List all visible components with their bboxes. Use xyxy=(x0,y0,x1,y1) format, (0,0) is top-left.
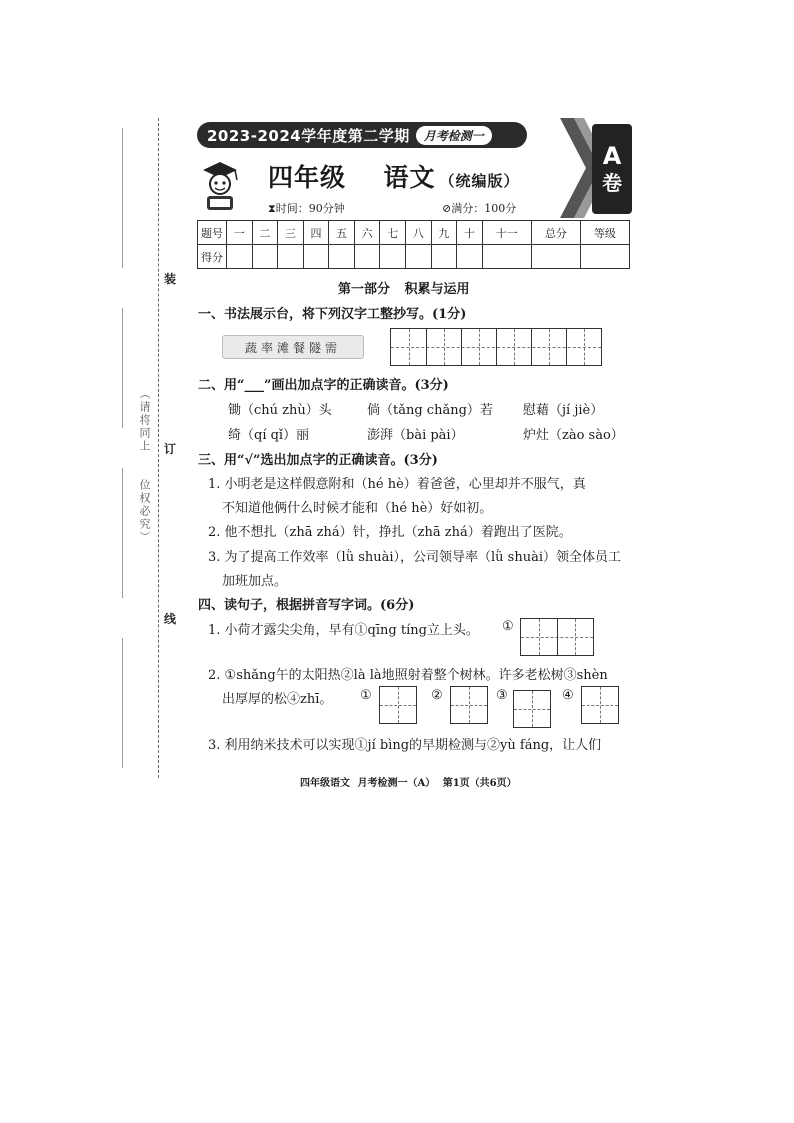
score-cell: 等级 xyxy=(580,221,629,245)
score-row-label: 得分 xyxy=(198,245,227,269)
q4-sentence: 3. 利用纳米技术可以实现①jí bìng的早期检测与②yù fáng，让人们 xyxy=(208,738,602,753)
q4-heading: 四、读句子，根据拼音写字词。(6分) xyxy=(198,598,415,613)
score-table-header-row xyxy=(198,221,630,245)
score-cell: 总分 xyxy=(531,221,580,245)
exam-time: ⧗时间：90分钟 xyxy=(268,202,345,215)
subject-label: 语文 xyxy=(383,163,436,192)
q4-mark: ① xyxy=(502,619,514,634)
score-entry[interactable] xyxy=(354,245,380,269)
score-cell: 五 xyxy=(329,221,355,245)
term-title: 2023-2024学年度第二学期 xyxy=(207,126,410,145)
q2-item[interactable]: 锄（chú zhù）头 xyxy=(228,403,332,418)
page-footer: 四年级语文 月考检测一（A） 第1页（共6页） xyxy=(300,778,517,789)
q2-item[interactable]: 绮（qí qǐ）丽 xyxy=(228,428,310,443)
term-banner xyxy=(197,122,527,148)
q4-sentence: 2. ①shǎng午的太阳热②là là地照射着整个树林。许多老松树③shèn xyxy=(208,668,608,683)
margin-ding: 订 xyxy=(164,442,177,456)
copy-grid[interactable] xyxy=(390,328,602,366)
q4-mark: ① xyxy=(360,688,372,703)
score-table xyxy=(197,220,630,269)
q4-mark: ④ xyxy=(562,688,574,703)
binding-margin xyxy=(108,118,177,778)
q3-sentence[interactable]: 不知道他俩什么时候才能和（hé hè）好如初。 xyxy=(222,501,493,516)
score-cell: 八 xyxy=(406,221,432,245)
hourglass-icon: ⧗ xyxy=(268,202,276,215)
score-entry[interactable] xyxy=(580,245,629,269)
score-entry[interactable] xyxy=(303,245,329,269)
q2-heading: 二、用“___”画出加点字的正确读音。(3分) xyxy=(198,378,449,393)
score-entry[interactable] xyxy=(531,245,580,269)
margin-zhuang: 装 xyxy=(164,272,177,286)
q3-sentence[interactable]: 加班加点。 xyxy=(222,574,288,589)
q3-sentence[interactable]: 3. 为了提高工作效率（lǜ shuài），公司领导率（lǜ shuài）领全体员工 xyxy=(208,550,622,565)
score-cell: 题号 xyxy=(198,221,227,245)
q4-mark: ② xyxy=(431,688,443,703)
score-entry[interactable] xyxy=(252,245,278,269)
score-cell: 二 xyxy=(252,221,278,245)
score-cell: 六 xyxy=(354,221,380,245)
answer-grid[interactable] xyxy=(513,690,551,728)
q3-sentence[interactable]: 2. 他不想扎（zhā zhá）针，挣扎（zhā zhá）着跑出了医院。 xyxy=(208,525,572,540)
q3-sentence[interactable]: 1. 小明老是这样假意附和（hé hè）着爸爸，心里却并不服气，真 xyxy=(208,477,586,492)
score-cell: 十一 xyxy=(482,221,531,245)
q2-item[interactable]: 澎湃（bài pài） xyxy=(367,428,464,443)
score-entry[interactable] xyxy=(406,245,432,269)
score-cell: 七 xyxy=(380,221,406,245)
grade-label: 四年级 xyxy=(268,163,347,192)
answer-grid[interactable] xyxy=(581,686,619,724)
score-entry[interactable] xyxy=(431,245,457,269)
score-cell: 一 xyxy=(227,221,253,245)
answer-grid[interactable] xyxy=(450,686,488,724)
margin-xian: 线 xyxy=(164,612,177,626)
volume-word: 卷 xyxy=(602,171,622,195)
section-title: 第一部分 积累与运用 xyxy=(338,282,470,297)
edition-label: （统编版） xyxy=(439,172,520,190)
q2-item[interactable]: 慰藉（jí jiè） xyxy=(523,403,604,418)
score-entry[interactable] xyxy=(482,245,531,269)
score-entry[interactable] xyxy=(380,245,406,269)
q2-item[interactable]: 倘（tǎng chǎng）若 xyxy=(367,403,493,418)
exam-tag: 月考检测一 xyxy=(416,126,492,145)
q4-sentence: 1. 小荷才露尖尖角，早有①qīng tíng立上头。 xyxy=(208,623,479,638)
check-circle-icon: ⊘ xyxy=(442,202,452,215)
score-cell: 四 xyxy=(303,221,329,245)
score-entry[interactable] xyxy=(278,245,304,269)
q1-heading: 一、书法展示台，将下列汉字工整抄写。(1分) xyxy=(198,307,467,322)
score-entry[interactable] xyxy=(329,245,355,269)
volume-letter: A xyxy=(602,142,622,170)
score-cell: 三 xyxy=(278,221,304,245)
answer-grid[interactable] xyxy=(520,618,594,656)
cut-line xyxy=(158,118,159,778)
q3-heading: 三、用“√”选出加点字的正确读音。(3分) xyxy=(198,453,438,468)
score-entry[interactable] xyxy=(227,245,253,269)
score-table-score-row xyxy=(198,245,630,269)
exam-full-score: ⊘满分：100分 xyxy=(442,202,517,215)
score-entry[interactable] xyxy=(457,245,483,269)
exam-title xyxy=(268,158,519,194)
score-cell: 十 xyxy=(457,221,483,245)
margin-notice: （请将同上 位权必究） xyxy=(138,388,151,544)
q4-mark: ③ xyxy=(496,688,508,703)
calligraphy-sample: 蔬率滩餐隧需 xyxy=(222,335,364,359)
mascot-icon xyxy=(197,158,243,216)
answer-grid[interactable] xyxy=(379,686,417,724)
score-cell: 九 xyxy=(431,221,457,245)
q2-item[interactable]: 炉灶（zào sào） xyxy=(523,428,624,443)
q4-sentence: 出厚厚的松④zhī。 xyxy=(222,692,333,707)
volume-badge xyxy=(592,124,632,214)
